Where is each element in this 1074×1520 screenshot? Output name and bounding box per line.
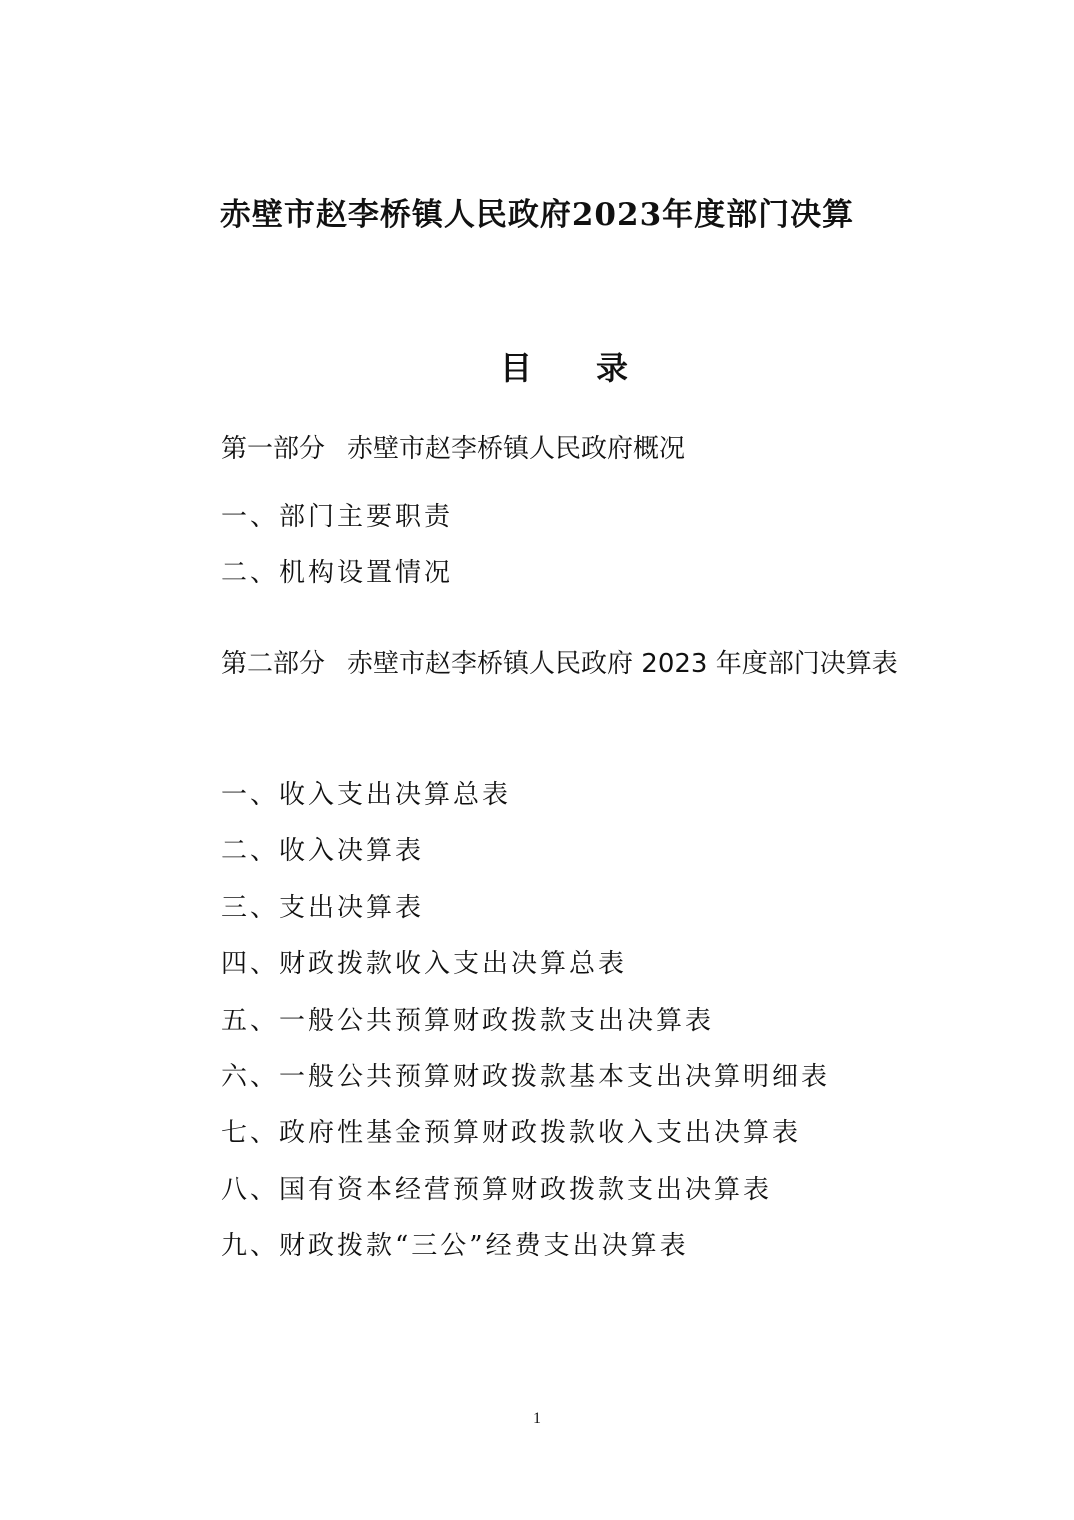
document-title: 赤壁市赵李桥镇人民政府2023年度部门决算: [219, 197, 855, 233]
part-two-label: 第二部分: [221, 649, 326, 679]
toc-item-part-two-9[interactable]: 九、财政拨款“三公”经费支出决算表: [221, 1231, 689, 1261]
toc-heading-char-2: 录: [596, 349, 629, 387]
toc-item-part-one-1[interactable]: 一、部门主要职责: [221, 502, 454, 532]
toc-part-two-heading[interactable]: [163, 638, 923, 690]
toc-heading: [500, 345, 628, 391]
toc-item-part-two-1[interactable]: 一、收入支出决算总表: [221, 780, 512, 810]
part-two-title: 赤壁市赵李桥镇人民政府 2023 年度部门决算表: [347, 649, 898, 679]
toc-heading-char-1: 目: [500, 349, 533, 387]
toc-item-part-one-2[interactable]: 二、机构设置情况: [221, 558, 454, 588]
toc-item-part-two-3[interactable]: 三、支出决算表: [221, 893, 425, 923]
page-number: 1: [533, 1410, 541, 1427]
toc-item-part-two-5[interactable]: 五、一般公共预算财政拨款支出决算表: [221, 1006, 715, 1036]
toc-item-part-two-4[interactable]: 四、财政拨款收入支出决算总表: [221, 949, 628, 979]
toc-item-part-two-8[interactable]: 八、国有资本经营预算财政拨款支出决算表: [221, 1175, 773, 1205]
toc-item-part-two-7[interactable]: 七、政府性基金预算财政拨款收入支出决算表: [221, 1118, 802, 1148]
part-one-label: 第一部分: [221, 434, 326, 464]
toc-item-part-two-6[interactable]: 六、一般公共预算财政拨款基本支出决算明细表: [221, 1062, 831, 1092]
part-one-title: 赤壁市赵李桥镇人民政府概况: [347, 434, 686, 464]
toc-item-part-two-2[interactable]: 二、收入决算表: [221, 836, 425, 866]
toc-part-one-heading[interactable]: [221, 429, 685, 469]
